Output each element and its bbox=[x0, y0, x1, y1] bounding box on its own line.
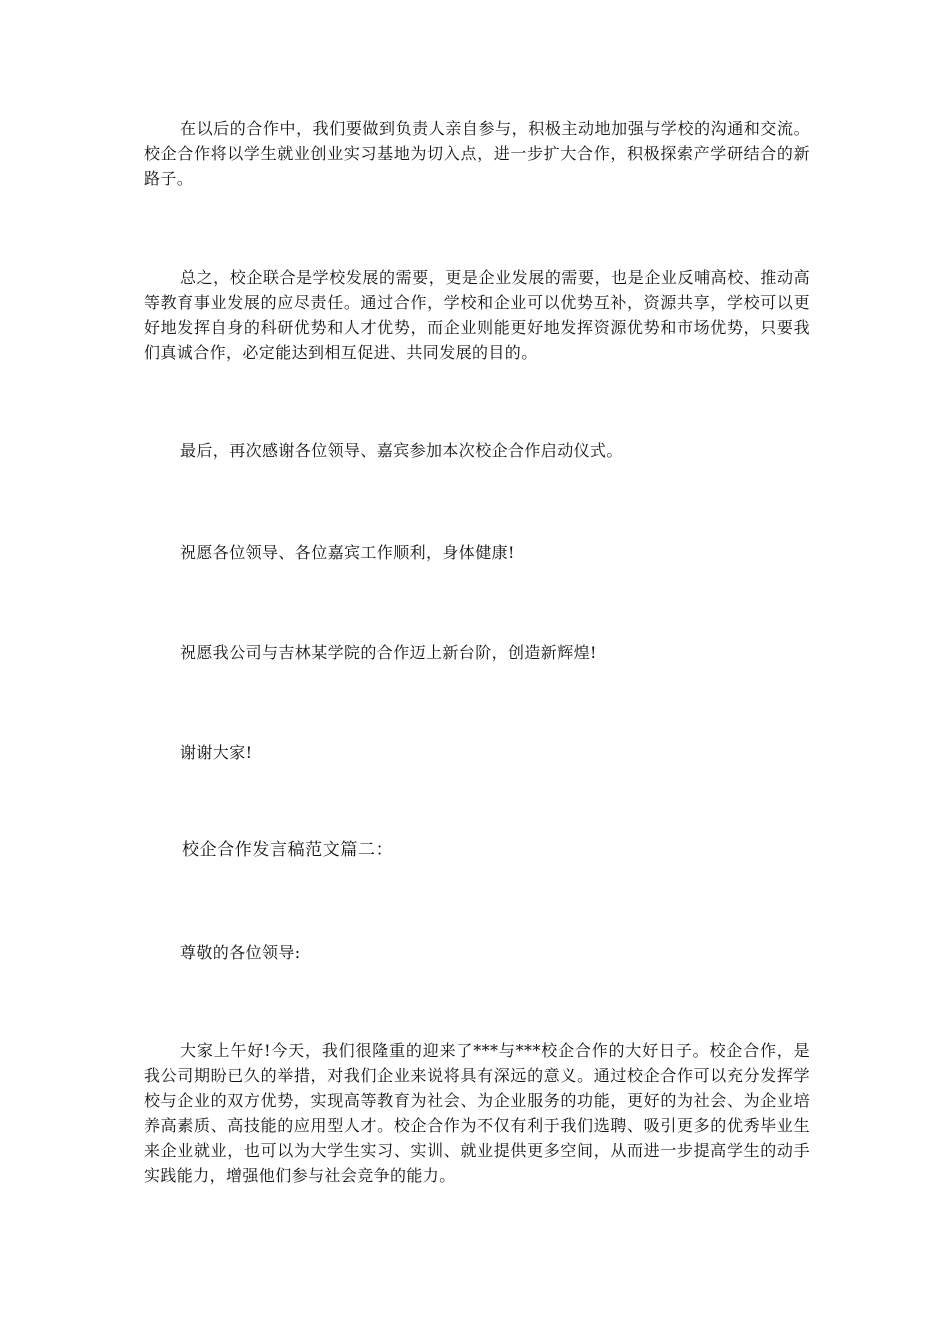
section-title: 校企合作发言稿范文篇二： bbox=[182, 840, 394, 860]
paragraph-thank-you: 谢谢大家! bbox=[180, 743, 253, 762]
paragraph-opening-remarks: 大家上午好!今天，我们很隆重的迎来了***与***校企合作的大好日子。校企合作，是我公司期盼已久的举措，对我们企业来说将具有深远的意义。通过校企合作可以充分发挥学校与企业的双方优势，实现高等教育为社会、为企业服务的功能，更好的为社会、为企业培养高素质、高技能的应用型人才。校企合作为不仅有利于我们选聘、吸引更多的优秀毕业生来企业就业，也可以为大学生实习、实训、就业提供更多空间，从而进一步提高学生的动手实践能力，增强他们参与社会竞争的能力。 bbox=[144, 1041, 810, 1185]
paragraph-thanks-guests: 最后，再次感谢各位领导、嘉宾参加本次校企合作启动仪式。 bbox=[180, 441, 623, 460]
paragraph-summary: 总之，校企联合是学校发展的需要，更是企业发展的需要，也是企业反哺高校、推动高等教育事业发展的应尽责任。通过合作，学校和企业可以优势互补，资源共享，学校可以更好地发挥自身的科研优势和人才优势，而企业则能更好地发挥资源优势和市场优势，只要我们真诚合作，必定能达到相互促进、共同发展的目的。 bbox=[144, 268, 810, 362]
greeting-line: 尊敬的各位领导: bbox=[180, 943, 301, 962]
paragraph-cooperation-plan: 在以后的合作中，我们要做到负责人亲自参与，积极主动地加强与学校的沟通和交流。校企合作将以学生就业创业实习基地为切入点，进一步扩大合作，积极探索产学研结合的新路子。 bbox=[144, 119, 810, 188]
paragraph-wish-cooperation: 祝愿我公司与吉林某学院的合作迈上新台阶，创造新辉煌! bbox=[180, 643, 597, 662]
paragraph-wish-health: 祝愿各位领导、各位嘉宾工作顺利，身体健康! bbox=[180, 543, 515, 562]
